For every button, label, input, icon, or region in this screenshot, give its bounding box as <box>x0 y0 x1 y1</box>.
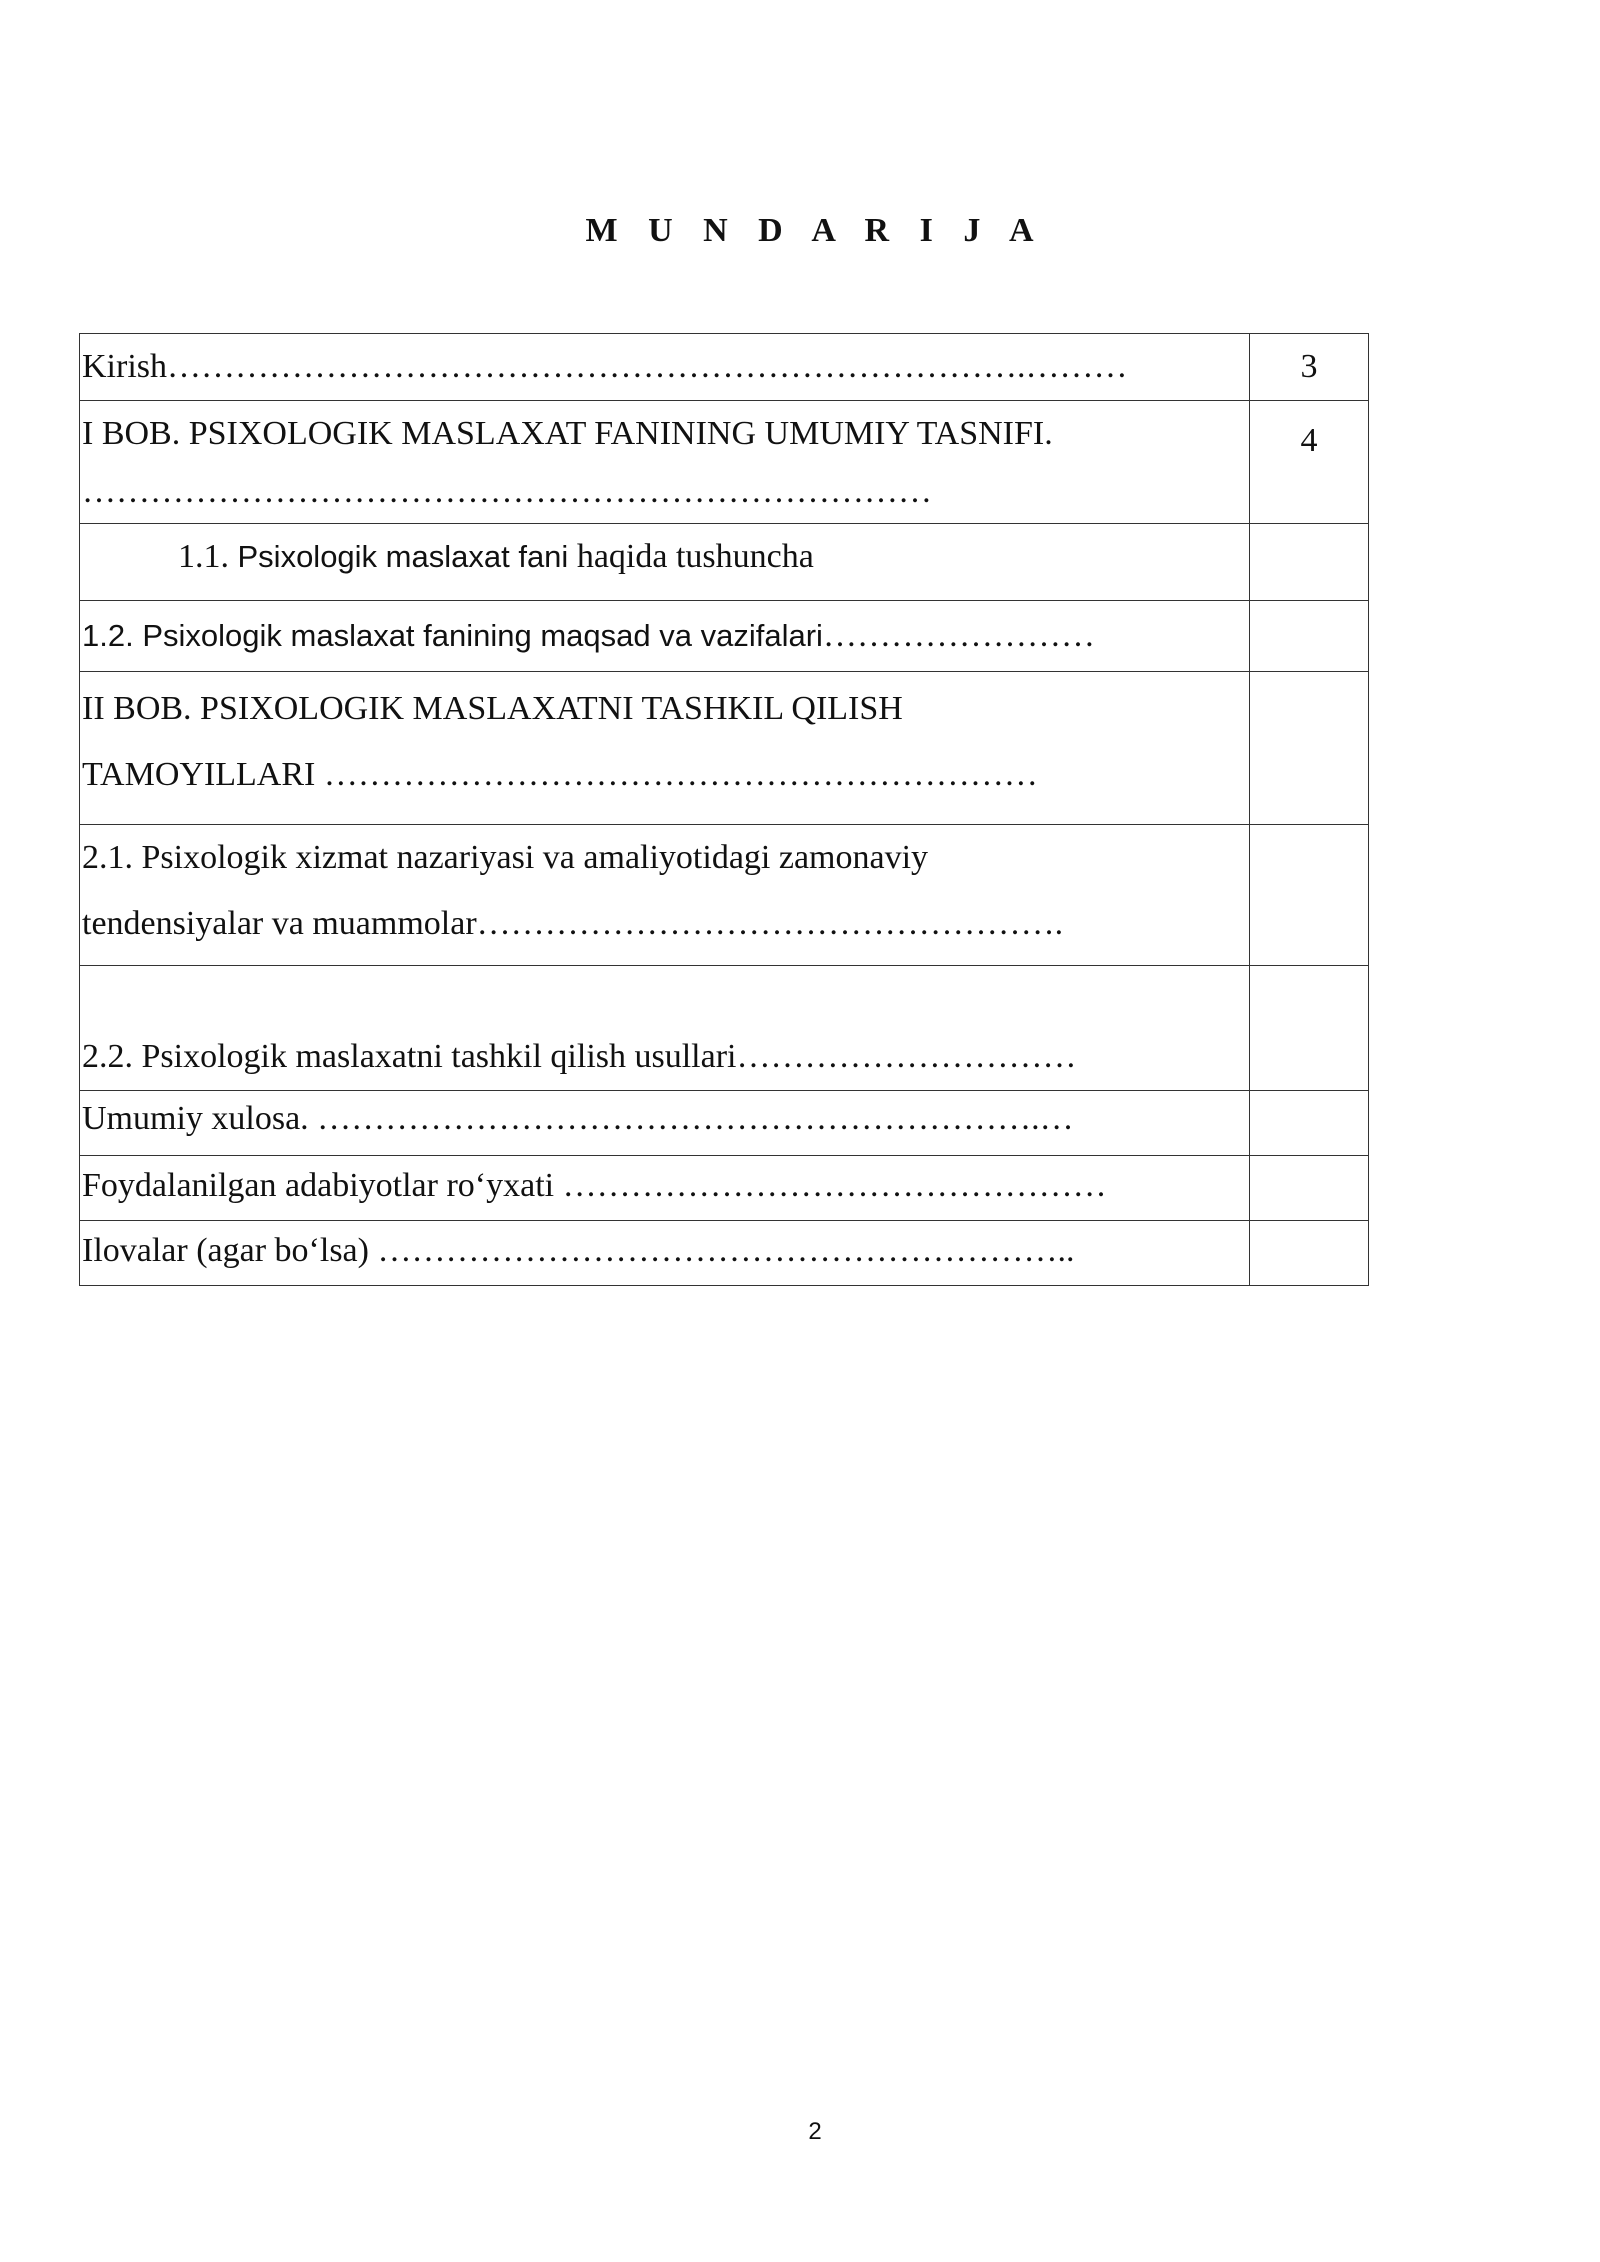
toc-entry-text: I BOB. PSIXOLOGIK MASLAXAT FANINING UMUMIY TASNIFI. <box>82 415 1053 452</box>
table-of-contents <box>79 333 1369 1286</box>
toc-entry <box>80 601 1250 672</box>
toc-row-chapter-2 <box>80 672 1369 825</box>
page-title: M U N D A R I J A <box>585 212 1045 249</box>
toc-row-references <box>80 1156 1369 1221</box>
toc-row-section-1-1 <box>80 524 1369 601</box>
toc-page-number <box>1250 1221 1369 1286</box>
toc-page-number <box>1250 524 1369 601</box>
toc-page-number <box>1250 672 1369 825</box>
toc-entry-text: II BOB. PSIXOLOGIK MASLAXATNI TASHKIL QILISH <box>82 690 903 727</box>
toc-page-number <box>1250 1091 1369 1156</box>
toc-entry-text: Kirish………………………………………………………………….……… <box>82 348 1128 385</box>
toc-row-section-1-2 <box>80 601 1369 672</box>
toc-entry-dots: ………………………………………………………………… <box>82 473 932 510</box>
toc-page-number: 4 <box>1250 401 1369 524</box>
toc-entry <box>80 1091 1250 1156</box>
toc-entry <box>80 1221 1250 1286</box>
toc-entry <box>80 1156 1250 1221</box>
toc-entry <box>80 672 1250 825</box>
toc-row-section-2-1 <box>80 825 1369 966</box>
toc-row-chapter-1 <box>80 401 1369 524</box>
toc-page-number: 3 <box>1250 334 1369 401</box>
toc-row-section-2-2 <box>80 966 1369 1091</box>
toc-entry-number: 1.1. <box>178 538 238 575</box>
toc-entry-text: 2.2. Psixologik maslaxatni tashkil qilish usullari………………………… <box>82 1038 1077 1075</box>
page-footer-number: 2 <box>808 2118 822 2145</box>
toc-entry <box>80 966 1250 1091</box>
toc-entry-text: tendensiyalar va muammolar……………………………………………. <box>82 905 1064 942</box>
toc-page-number <box>1250 601 1369 672</box>
toc-entry-text: TAMOYILLARI ……………………………………………………… <box>82 756 1038 793</box>
toc-entry-text: 2.1. Psixologik xizmat nazariyasi va amaliyotidagi zamonaviy <box>82 839 929 876</box>
toc-entry-dots: …………………… <box>822 617 1095 654</box>
toc-row-conclusion <box>80 1091 1369 1156</box>
toc-entry-text: Psixologik maslaxat fani <box>237 539 569 574</box>
toc-entry <box>80 334 1250 401</box>
toc-entry-text: Umumiy xulosa. ……………………………………………………….… <box>82 1100 1074 1137</box>
toc-row-appendices <box>80 1221 1369 1286</box>
toc-page-number <box>1250 966 1369 1091</box>
toc-row-intro <box>80 334 1369 401</box>
toc-entry-text: Ilovalar (agar bo‘lsa) …………………………………………………….. <box>82 1232 1075 1269</box>
toc-entry <box>80 825 1250 966</box>
toc-entry-text: Foydalanilgan adabiyotlar ro‘yxati ………………………………………… <box>82 1167 1107 1204</box>
toc-entry-number: 1.2. <box>82 618 143 653</box>
toc-entry-text-tail: haqida tushuncha <box>568 538 814 575</box>
toc-entry <box>80 401 1250 524</box>
toc-entry-text: Psixologik maslaxat fanining maqsad va vazifalari <box>142 618 823 653</box>
toc-entry <box>80 524 1250 601</box>
toc-page-number <box>1250 825 1369 966</box>
toc-page-number <box>1250 1156 1369 1221</box>
